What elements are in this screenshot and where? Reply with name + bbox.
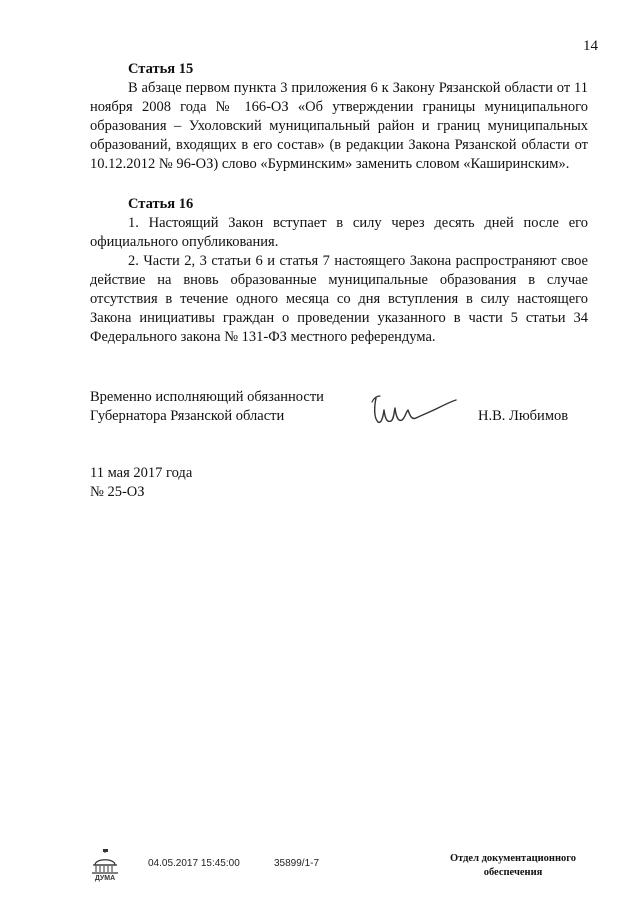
footer-department-line-2: обеспечения <box>483 867 543 878</box>
article-15-text: В абзаце первом пункта 3 приложения 6 к Закону Рязанской области от 11 ноября 2008 года № 166-ОЗ «Об утверждении границы муниципального образования – Ухоловский муниципальный район и границ муниципальных образований, входящих в его состав» (в редакции Закона Рязанской области от 10.12.2012 № 96-ОЗ) слово «Бурминским» заменить словом «Каширинским». <box>90 80 588 172</box>
document-body <box>90 60 588 347</box>
law-date: 11 мая 2017 года <box>90 465 193 481</box>
handwritten-signature <box>368 388 460 432</box>
law-number: № 25-ОЗ <box>90 484 145 500</box>
article-16-item-1: 1. Настоящий Закон вступает в силу через десять дней после его официального опубликования. <box>90 215 588 250</box>
signatory-position-line-2: Губернатора Рязанской области <box>90 408 285 424</box>
duma-logo-text: ДУМА <box>94 875 116 882</box>
signatory-name: Н.В. Любимов <box>478 408 569 424</box>
signatory-position <box>90 388 324 426</box>
duma-logo-icon <box>84 848 126 882</box>
footer-department <box>438 852 588 880</box>
article-16-item-2: 2. Части 2, 3 статьи 6 и статья 7 настоящего Закона распространяют свое действие на вновь образованные муниципальные образования в случае отсутствия в течение одного месяца со дня вступления в силу настоящего Закона инициативы граждан о проведении указанного в части 5 статьи 34 Федерального закона № 131-ФЗ местного референдума. <box>90 253 588 345</box>
article-15-heading: Статья 15 <box>128 61 194 77</box>
law-date-number <box>90 464 192 502</box>
signatory-position-line-1: Временно исполняющий обязанности <box>90 389 324 405</box>
footer-doc-code: 35899/1-7 <box>274 858 320 869</box>
article-16-heading: Статья 16 <box>128 196 194 212</box>
page-number: 14 <box>583 38 598 54</box>
footer-timestamp: 04.05.2017 15:45:00 <box>148 858 240 869</box>
footer-department-line-1: Отдел документационного <box>449 853 577 864</box>
